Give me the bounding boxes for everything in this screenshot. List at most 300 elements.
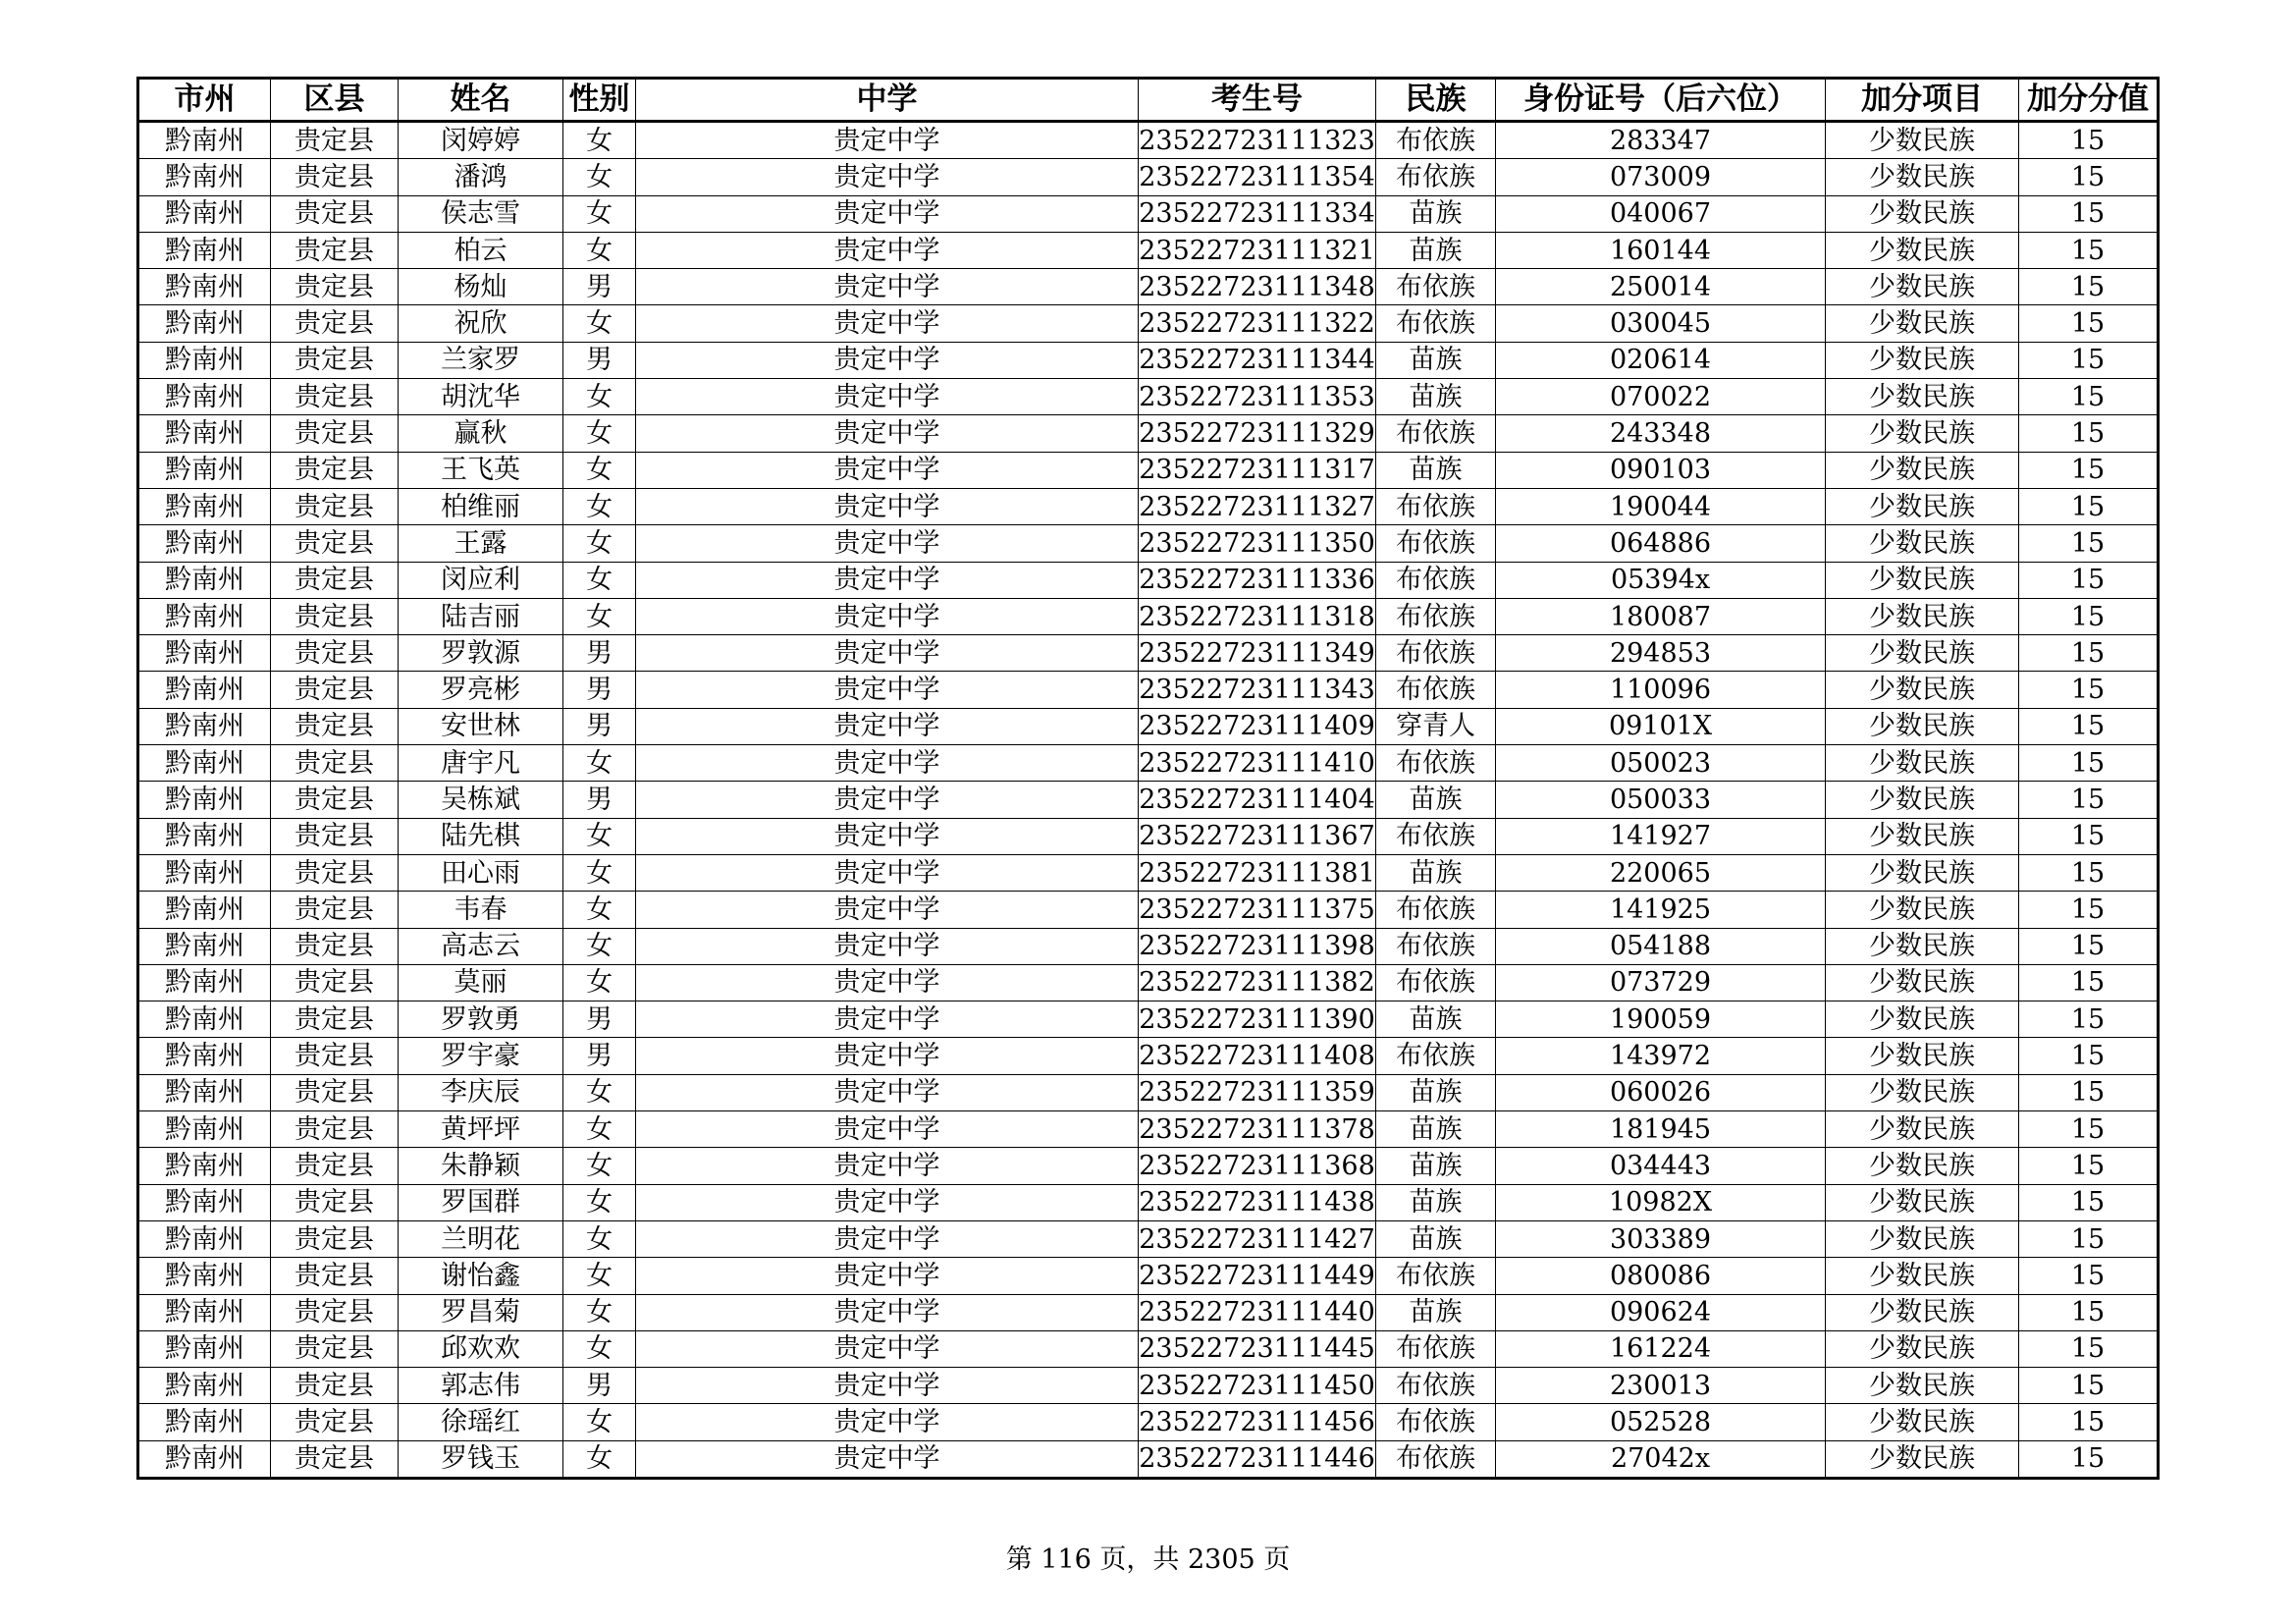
header-gender-column: 性别 (563, 79, 636, 122)
cell-name-column: 侯志雪 (399, 195, 563, 232)
cell-name-column: 韦春 (399, 892, 563, 928)
cell-county-column: 贵定县 (271, 1220, 399, 1257)
cell-city-column: 黔南州 (138, 1330, 271, 1367)
cell-city-column: 黔南州 (138, 1111, 271, 1148)
cell-bonus-item-column: 少数民族 (1826, 745, 2019, 782)
cell-id-suffix-column: 230013 (1496, 1368, 1826, 1404)
cell-county-column: 贵定县 (271, 928, 399, 964)
cell-county-column: 贵定县 (271, 232, 399, 268)
cell-ethnicity-column: 苗族 (1376, 1148, 1496, 1184)
table-row (138, 525, 2159, 562)
cell-ethnicity-column: 布依族 (1376, 269, 1496, 305)
cell-exam-number-column: 23522723111349 (1139, 635, 1376, 672)
cell-bonus-item-column: 少数民族 (1826, 708, 2019, 744)
cell-gender-column: 女 (563, 745, 636, 782)
cell-name-column: 罗敦勇 (399, 1001, 563, 1038)
cell-name-column: 罗国群 (399, 1184, 563, 1220)
cell-bonus-value-column: 15 (2019, 708, 2159, 744)
cell-city-column: 黔南州 (138, 782, 271, 818)
cell-bonus-item-column: 少数民族 (1826, 928, 2019, 964)
cell-id-suffix-column: 294853 (1496, 635, 1826, 672)
cell-city-column: 黔南州 (138, 488, 271, 524)
cell-school-column: 贵定中学 (636, 195, 1139, 232)
cell-bonus-item-column: 少数民族 (1826, 1148, 2019, 1184)
table-header (138, 79, 2159, 122)
cell-exam-number-column: 23522723111317 (1139, 452, 1376, 488)
cell-city-column: 黔南州 (138, 1258, 271, 1294)
cell-exam-number-column: 23522723111354 (1139, 159, 1376, 195)
cell-ethnicity-column: 苗族 (1376, 782, 1496, 818)
cell-bonus-item-column: 少数民族 (1826, 232, 2019, 268)
cell-bonus-item-column: 少数民族 (1826, 854, 2019, 891)
cell-gender-column: 男 (563, 269, 636, 305)
cell-exam-number-column: 23522723111410 (1139, 745, 1376, 782)
cell-bonus-value-column: 15 (2019, 562, 2159, 598)
cell-school-column: 贵定中学 (636, 1294, 1139, 1330)
cell-name-column: 兰家罗 (399, 342, 563, 378)
table-row (138, 598, 2159, 634)
cell-exam-number-column: 23522723111408 (1139, 1038, 1376, 1074)
cell-gender-column: 女 (563, 452, 636, 488)
table-row (138, 1220, 2159, 1257)
header-id-suffix-column: 身份证号（后六位） (1496, 79, 1826, 122)
cell-county-column: 贵定县 (271, 892, 399, 928)
cell-id-suffix-column: 303389 (1496, 1220, 1826, 1257)
cell-name-column: 黄坪坪 (399, 1111, 563, 1148)
table-row (138, 159, 2159, 195)
cell-gender-column: 女 (563, 1258, 636, 1294)
cell-school-column: 贵定中学 (636, 745, 1139, 782)
cell-name-column: 王露 (399, 525, 563, 562)
cell-gender-column: 女 (563, 1294, 636, 1330)
cell-gender-column: 男 (563, 782, 636, 818)
table-body (138, 122, 2159, 1479)
cell-exam-number-column: 23522723111329 (1139, 415, 1376, 452)
cell-ethnicity-column: 苗族 (1376, 1184, 1496, 1220)
cell-city-column: 黔南州 (138, 1404, 271, 1440)
cell-city-column: 黔南州 (138, 818, 271, 854)
cell-school-column: 贵定中学 (636, 1184, 1139, 1220)
cell-id-suffix-column: 050023 (1496, 745, 1826, 782)
cell-school-column: 贵定中学 (636, 708, 1139, 744)
cell-name-column: 闵应利 (399, 562, 563, 598)
cell-ethnicity-column: 布依族 (1376, 1440, 1496, 1478)
cell-county-column: 贵定县 (271, 1074, 399, 1110)
table-row (138, 305, 2159, 342)
table-row (138, 635, 2159, 672)
cell-city-column: 黔南州 (138, 1001, 271, 1038)
cell-bonus-value-column: 15 (2019, 488, 2159, 524)
cell-exam-number-column: 23522723111353 (1139, 379, 1376, 415)
cell-gender-column: 男 (563, 1001, 636, 1038)
cell-gender-column: 女 (563, 1111, 636, 1148)
cell-county-column: 贵定县 (271, 1148, 399, 1184)
cell-id-suffix-column: 090624 (1496, 1294, 1826, 1330)
cell-bonus-item-column: 少数民族 (1826, 1294, 2019, 1330)
table-row (138, 1294, 2159, 1330)
table-row (138, 379, 2159, 415)
cell-id-suffix-column: 050033 (1496, 782, 1826, 818)
cell-name-column: 罗敦源 (399, 635, 563, 672)
cell-bonus-value-column: 15 (2019, 854, 2159, 891)
cell-city-column: 黔南州 (138, 672, 271, 708)
cell-county-column: 贵定县 (271, 1184, 399, 1220)
header-name-column: 姓名 (399, 79, 563, 122)
cell-county-column: 贵定县 (271, 159, 399, 195)
cell-city-column: 黔南州 (138, 452, 271, 488)
cell-school-column: 贵定中学 (636, 232, 1139, 268)
cell-gender-column: 女 (563, 305, 636, 342)
cell-bonus-item-column: 少数民族 (1826, 1368, 2019, 1404)
cell-ethnicity-column: 布依族 (1376, 525, 1496, 562)
cell-city-column: 黔南州 (138, 892, 271, 928)
cell-ethnicity-column: 布依族 (1376, 562, 1496, 598)
table-row (138, 1404, 2159, 1440)
cell-bonus-value-column: 15 (2019, 1330, 2159, 1367)
cell-county-column: 贵定县 (271, 782, 399, 818)
table-row (138, 1330, 2159, 1367)
cell-gender-column: 女 (563, 854, 636, 891)
cell-gender-column: 女 (563, 159, 636, 195)
header-row (138, 79, 2159, 122)
cell-county-column: 贵定县 (271, 122, 399, 159)
cell-county-column: 贵定县 (271, 1440, 399, 1478)
table-row (138, 452, 2159, 488)
cell-bonus-value-column: 15 (2019, 1258, 2159, 1294)
cell-name-column: 潘鸿 (399, 159, 563, 195)
cell-bonus-item-column: 少数民族 (1826, 1184, 2019, 1220)
cell-bonus-value-column: 15 (2019, 1001, 2159, 1038)
cell-bonus-value-column: 15 (2019, 195, 2159, 232)
cell-exam-number-column: 23522723111427 (1139, 1220, 1376, 1257)
cell-gender-column: 女 (563, 1184, 636, 1220)
cell-id-suffix-column: 141927 (1496, 818, 1826, 854)
cell-bonus-item-column: 少数民族 (1826, 122, 2019, 159)
cell-city-column: 黔南州 (138, 1440, 271, 1478)
cell-name-column: 杨灿 (399, 269, 563, 305)
cell-school-column: 贵定中学 (636, 488, 1139, 524)
cell-bonus-item-column: 少数民族 (1826, 1074, 2019, 1110)
cell-bonus-value-column: 15 (2019, 1220, 2159, 1257)
cell-exam-number-column: 23522723111367 (1139, 818, 1376, 854)
cell-school-column: 贵定中学 (636, 892, 1139, 928)
cell-exam-number-column: 23522723111381 (1139, 854, 1376, 891)
cell-bonus-value-column: 15 (2019, 1404, 2159, 1440)
cell-gender-column: 女 (563, 232, 636, 268)
cell-bonus-item-column: 少数民族 (1826, 562, 2019, 598)
cell-school-column: 贵定中学 (636, 1001, 1139, 1038)
table-row (138, 488, 2159, 524)
cell-id-suffix-column: 250014 (1496, 269, 1826, 305)
cell-gender-column: 女 (563, 122, 636, 159)
cell-ethnicity-column: 苗族 (1376, 854, 1496, 891)
cell-name-column: 谢怡鑫 (399, 1258, 563, 1294)
cell-county-column: 贵定县 (271, 415, 399, 452)
cell-gender-column: 女 (563, 1148, 636, 1184)
cell-name-column: 罗钱玉 (399, 1440, 563, 1478)
cell-bonus-value-column: 15 (2019, 269, 2159, 305)
table-row (138, 708, 2159, 744)
cell-name-column: 李庆辰 (399, 1074, 563, 1110)
cell-name-column: 莫丽 (399, 964, 563, 1001)
cell-city-column: 黔南州 (138, 415, 271, 452)
cell-bonus-item-column: 少数民族 (1826, 635, 2019, 672)
cell-school-column: 贵定中学 (636, 1074, 1139, 1110)
cell-exam-number-column: 23522723111440 (1139, 1294, 1376, 1330)
header-bonus-item-column: 加分项目 (1826, 79, 2019, 122)
cell-school-column: 贵定中学 (636, 598, 1139, 634)
cell-ethnicity-column: 布依族 (1376, 159, 1496, 195)
cell-exam-number-column: 23522723111323 (1139, 122, 1376, 159)
cell-name-column: 王飞英 (399, 452, 563, 488)
cell-county-column: 贵定县 (271, 305, 399, 342)
cell-name-column: 柏维丽 (399, 488, 563, 524)
cell-school-column: 贵定中学 (636, 928, 1139, 964)
cell-bonus-value-column: 15 (2019, 964, 2159, 1001)
cell-ethnicity-column: 苗族 (1376, 1220, 1496, 1257)
cell-bonus-value-column: 15 (2019, 1294, 2159, 1330)
cell-county-column: 贵定县 (271, 452, 399, 488)
cell-id-suffix-column: 143972 (1496, 1038, 1826, 1074)
cell-name-column: 赢秋 (399, 415, 563, 452)
cell-city-column: 黔南州 (138, 598, 271, 634)
cell-bonus-item-column: 少数民族 (1826, 818, 2019, 854)
cell-ethnicity-column: 布依族 (1376, 122, 1496, 159)
table-row (138, 1111, 2159, 1148)
cell-ethnicity-column: 布依族 (1376, 1038, 1496, 1074)
cell-id-suffix-column: 070022 (1496, 379, 1826, 415)
cell-county-column: 贵定县 (271, 598, 399, 634)
cell-gender-column: 女 (563, 195, 636, 232)
cell-school-column: 贵定中学 (636, 1148, 1139, 1184)
cell-bonus-item-column: 少数民族 (1826, 305, 2019, 342)
cell-gender-column: 女 (563, 1440, 636, 1478)
cell-school-column: 贵定中学 (636, 525, 1139, 562)
cell-bonus-value-column: 15 (2019, 1074, 2159, 1110)
cell-gender-column: 男 (563, 708, 636, 744)
cell-id-suffix-column: 27042x (1496, 1440, 1826, 1478)
cell-id-suffix-column: 141925 (1496, 892, 1826, 928)
cell-city-column: 黔南州 (138, 1220, 271, 1257)
header-exam-number-column: 考生号 (1139, 79, 1376, 122)
cell-ethnicity-column: 布依族 (1376, 928, 1496, 964)
cell-county-column: 贵定县 (271, 1294, 399, 1330)
cell-gender-column: 女 (563, 598, 636, 634)
cell-city-column: 黔南州 (138, 708, 271, 744)
cell-bonus-value-column: 15 (2019, 1368, 2159, 1404)
cell-bonus-value-column: 15 (2019, 379, 2159, 415)
cell-ethnicity-column: 苗族 (1376, 342, 1496, 378)
cell-bonus-value-column: 15 (2019, 672, 2159, 708)
cell-id-suffix-column: 064886 (1496, 525, 1826, 562)
table-row (138, 1148, 2159, 1184)
cell-id-suffix-column: 190044 (1496, 488, 1826, 524)
cell-school-column: 贵定中学 (636, 818, 1139, 854)
cell-exam-number-column: 23522723111334 (1139, 195, 1376, 232)
cell-ethnicity-column: 苗族 (1376, 452, 1496, 488)
table-row (138, 782, 2159, 818)
cell-bonus-value-column: 15 (2019, 892, 2159, 928)
cell-school-column: 贵定中学 (636, 122, 1139, 159)
cell-bonus-value-column: 15 (2019, 305, 2159, 342)
cell-city-column: 黔南州 (138, 122, 271, 159)
cell-city-column: 黔南州 (138, 1368, 271, 1404)
cell-gender-column: 女 (563, 1404, 636, 1440)
cell-id-suffix-column: 073009 (1496, 159, 1826, 195)
table-row (138, 745, 2159, 782)
cell-bonus-value-column: 15 (2019, 342, 2159, 378)
cell-id-suffix-column: 020614 (1496, 342, 1826, 378)
cell-id-suffix-column: 243348 (1496, 415, 1826, 452)
cell-gender-column: 女 (563, 488, 636, 524)
cell-exam-number-column: 23522723111409 (1139, 708, 1376, 744)
cell-school-column: 贵定中学 (636, 1368, 1139, 1404)
cell-name-column: 陆吉丽 (399, 598, 563, 634)
cell-bonus-item-column: 少数民族 (1826, 1330, 2019, 1367)
cell-exam-number-column: 23522723111404 (1139, 782, 1376, 818)
cell-bonus-item-column: 少数民族 (1826, 269, 2019, 305)
cell-county-column: 贵定县 (271, 1404, 399, 1440)
cell-ethnicity-column: 苗族 (1376, 379, 1496, 415)
cell-school-column: 贵定中学 (636, 1038, 1139, 1074)
cell-bonus-value-column: 15 (2019, 818, 2159, 854)
cell-id-suffix-column: 180087 (1496, 598, 1826, 634)
cell-bonus-value-column: 15 (2019, 232, 2159, 268)
cell-city-column: 黔南州 (138, 1074, 271, 1110)
cell-ethnicity-column: 布依族 (1376, 1258, 1496, 1294)
cell-ethnicity-column: 苗族 (1376, 195, 1496, 232)
cell-county-column: 贵定县 (271, 1001, 399, 1038)
cell-bonus-item-column: 少数民族 (1826, 195, 2019, 232)
cell-exam-number-column: 23522723111446 (1139, 1440, 1376, 1478)
cell-id-suffix-column: 054188 (1496, 928, 1826, 964)
cell-exam-number-column: 23522723111382 (1139, 964, 1376, 1001)
cell-county-column: 贵定县 (271, 964, 399, 1001)
table-row (138, 269, 2159, 305)
cell-county-column: 贵定县 (271, 1258, 399, 1294)
cell-school-column: 贵定中学 (636, 854, 1139, 891)
cell-id-suffix-column: 080086 (1496, 1258, 1826, 1294)
cell-id-suffix-column: 034443 (1496, 1148, 1826, 1184)
cell-bonus-item-column: 少数民族 (1826, 672, 2019, 708)
cell-id-suffix-column: 040067 (1496, 195, 1826, 232)
cell-county-column: 贵定县 (271, 708, 399, 744)
header-school-column: 中学 (636, 79, 1139, 122)
cell-city-column: 黔南州 (138, 635, 271, 672)
cell-ethnicity-column: 布依族 (1376, 415, 1496, 452)
cell-exam-number-column: 23522723111368 (1139, 1148, 1376, 1184)
cell-bonus-item-column: 少数民族 (1826, 342, 2019, 378)
cell-county-column: 贵定县 (271, 269, 399, 305)
table-row (138, 1074, 2159, 1110)
cell-bonus-value-column: 15 (2019, 928, 2159, 964)
cell-school-column: 贵定中学 (636, 1111, 1139, 1148)
cell-id-suffix-column: 030045 (1496, 305, 1826, 342)
table-row (138, 1038, 2159, 1074)
cell-school-column: 贵定中学 (636, 562, 1139, 598)
cell-name-column: 闵婷婷 (399, 122, 563, 159)
cell-county-column: 贵定县 (271, 635, 399, 672)
cell-school-column: 贵定中学 (636, 964, 1139, 1001)
cell-ethnicity-column: 苗族 (1376, 232, 1496, 268)
cell-gender-column: 女 (563, 1074, 636, 1110)
cell-bonus-item-column: 少数民族 (1826, 379, 2019, 415)
cell-id-suffix-column: 09101X (1496, 708, 1826, 744)
cell-school-column: 贵定中学 (636, 1330, 1139, 1367)
cell-city-column: 黔南州 (138, 269, 271, 305)
cell-city-column: 黔南州 (138, 379, 271, 415)
cell-gender-column: 女 (563, 964, 636, 1001)
cell-bonus-item-column: 少数民族 (1826, 525, 2019, 562)
cell-city-column: 黔南州 (138, 159, 271, 195)
cell-id-suffix-column: 060026 (1496, 1074, 1826, 1110)
cell-name-column: 唐宇凡 (399, 745, 563, 782)
table-row (138, 1001, 2159, 1038)
cell-bonus-value-column: 15 (2019, 525, 2159, 562)
cell-city-column: 黔南州 (138, 195, 271, 232)
cell-school-column: 贵定中学 (636, 269, 1139, 305)
table-row (138, 672, 2159, 708)
table-row (138, 818, 2159, 854)
cell-county-column: 贵定县 (271, 745, 399, 782)
cell-gender-column: 女 (563, 415, 636, 452)
cell-ethnicity-column: 苗族 (1376, 1111, 1496, 1148)
cell-school-column: 贵定中学 (636, 415, 1139, 452)
cell-gender-column: 男 (563, 342, 636, 378)
cell-name-column: 罗宇豪 (399, 1038, 563, 1074)
header-bonus-value-column: 加分分值 (2019, 79, 2159, 122)
cell-bonus-value-column: 15 (2019, 635, 2159, 672)
cell-school-column: 贵定中学 (636, 159, 1139, 195)
cell-id-suffix-column: 283347 (1496, 122, 1826, 159)
cell-bonus-value-column: 15 (2019, 1038, 2159, 1074)
cell-exam-number-column: 23522723111378 (1139, 1111, 1376, 1148)
cell-exam-number-column: 23522723111359 (1139, 1074, 1376, 1110)
cell-city-column: 黔南州 (138, 928, 271, 964)
cell-exam-number-column: 23522723111456 (1139, 1404, 1376, 1440)
cell-bonus-item-column: 少数民族 (1826, 1038, 2019, 1074)
cell-bonus-value-column: 15 (2019, 1111, 2159, 1148)
cell-exam-number-column: 23522723111449 (1139, 1258, 1376, 1294)
cell-bonus-item-column: 少数民族 (1826, 1258, 2019, 1294)
cell-bonus-value-column: 15 (2019, 159, 2159, 195)
cell-bonus-item-column: 少数民族 (1826, 1111, 2019, 1148)
cell-exam-number-column: 23522723111343 (1139, 672, 1376, 708)
table-row (138, 892, 2159, 928)
cell-ethnicity-column: 苗族 (1376, 1294, 1496, 1330)
cell-bonus-value-column: 15 (2019, 1184, 2159, 1220)
table-row (138, 964, 2159, 1001)
cell-county-column: 贵定县 (271, 342, 399, 378)
cell-ethnicity-column: 布依族 (1376, 1404, 1496, 1440)
cell-name-column: 徐瑶红 (399, 1404, 563, 1440)
cell-gender-column: 女 (563, 525, 636, 562)
cell-ethnicity-column: 穿青人 (1376, 708, 1496, 744)
cell-school-column: 贵定中学 (636, 305, 1139, 342)
table-row (138, 342, 2159, 378)
cell-exam-number-column: 23522723111348 (1139, 269, 1376, 305)
cell-gender-column: 女 (563, 818, 636, 854)
cell-ethnicity-column: 布依族 (1376, 1368, 1496, 1404)
cell-gender-column: 女 (563, 892, 636, 928)
cell-bonus-item-column: 少数民族 (1826, 159, 2019, 195)
cell-name-column: 祝欣 (399, 305, 563, 342)
cell-county-column: 贵定县 (271, 1038, 399, 1074)
cell-bonus-item-column: 少数民族 (1826, 964, 2019, 1001)
cell-city-column: 黔南州 (138, 1294, 271, 1330)
cell-exam-number-column: 23522723111336 (1139, 562, 1376, 598)
cell-gender-column: 男 (563, 635, 636, 672)
